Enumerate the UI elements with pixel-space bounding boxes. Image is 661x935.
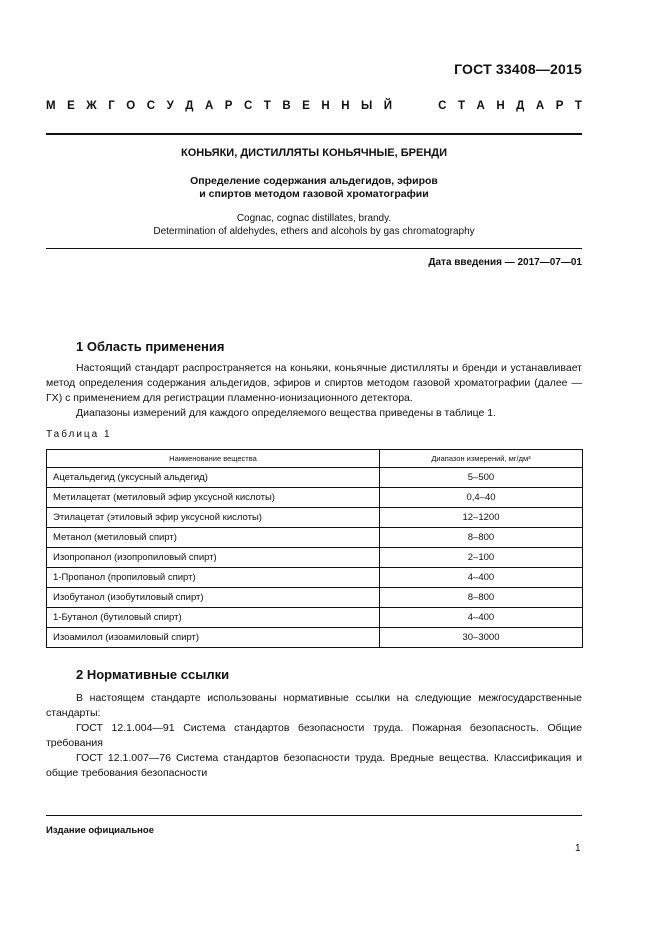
measurement-ranges-table [46, 449, 583, 648]
banner-letter: А [476, 100, 485, 112]
banner-letter: Т [574, 100, 582, 112]
banner-letter: Ж [86, 100, 97, 112]
substance-name-cell: 1-Пропанол (пропиловый спирт) [47, 568, 380, 588]
bottom-rule-divider [46, 815, 582, 816]
document-number: ГОСТ 33408—2015 [454, 61, 582, 77]
measurement-range-cell: 30–3000 [380, 628, 583, 648]
standard-type-banner [46, 100, 582, 112]
section-1-paragraph-1: Настоящий стандарт распространяется на коньяки, коньячные дистилляты и бренди и устанавливает метод определения содержания альдегидов, эфиров и спиртов методом газовой хроматографии (далее — ГХ) с применением для регистрации пламенно-ионизационного детектора. [46, 362, 582, 404]
banner-letter: У [166, 100, 174, 112]
banner-letter: С [146, 100, 156, 112]
banner-letter: М [46, 100, 56, 112]
english-title-line-1: Cognac, cognac distillates, brandy. [236, 213, 392, 224]
section-2-paragraph-2: ГОСТ 12.1.004—91 Система стандартов безопасности труда. Пожарная безопасность. Общие требования [46, 722, 582, 749]
banner-letter: Д [185, 100, 194, 112]
substance-name-cell: 1-Бутанол (бутиловый спирт) [47, 608, 380, 628]
measurement-range-cell: 4–400 [380, 608, 583, 628]
page-number: 1 [575, 843, 581, 854]
subtitle-line-2: и спиртов методом газовой хроматографии [199, 188, 429, 200]
middle-rule-divider [46, 248, 582, 249]
banner-letter: Е [67, 100, 75, 112]
document-subtitle [46, 175, 582, 201]
section-2-body [46, 691, 582, 781]
banner-letter: А [204, 100, 214, 112]
banner-letter: С [438, 100, 447, 112]
banner-letter: Й [383, 100, 393, 112]
banner-letter: Н [496, 100, 505, 112]
substance-name-cell: Изоамилол (изоамиловый спирт) [47, 628, 380, 648]
table-row [47, 588, 583, 608]
substance-name-cell: Метанол (метиловый спирт) [47, 528, 380, 548]
english-title [46, 212, 582, 238]
measurement-range-cell: 8–800 [380, 528, 583, 548]
measurement-range-cell: 12–1200 [380, 508, 583, 528]
banner-letter: Т [263, 100, 271, 112]
banner-letter: В [282, 100, 291, 112]
table-row [47, 488, 583, 508]
table-row [47, 548, 583, 568]
measurement-range-cell: 0,4–40 [380, 488, 583, 508]
section-2-paragraph-1: В настоящем стандарте использованы нормативные ссылки на следующие межгосударственные стандарты: [46, 692, 582, 719]
banner-letter: Р [224, 100, 233, 112]
table-row [47, 508, 583, 528]
table-header-substance: Наименование вещества [47, 450, 380, 468]
table-row [47, 468, 583, 488]
measurement-range-cell: 4–400 [380, 568, 583, 588]
edition-label: Издание официальное [46, 825, 154, 836]
banner-letter: Г [108, 100, 115, 112]
top-rule-divider [46, 133, 582, 135]
substance-name-cell: Метилацетат (метиловый эфир уксусной кислоты) [47, 488, 380, 508]
section-2-heading: 2 Нормативные ссылки [76, 667, 230, 682]
measurement-range-cell: 2–100 [380, 548, 583, 568]
banner-letter: Н [341, 100, 350, 112]
banner-letter: А [535, 100, 545, 112]
banner-letter: Д [516, 100, 525, 112]
banner-letter: О [126, 100, 136, 112]
substance-name-cell: Изобутанол (изобутиловый спирт) [47, 588, 380, 608]
table-row [47, 608, 583, 628]
subtitle-line-1: Определение содержания альдегидов, эфиров [190, 175, 438, 187]
banner-letter: Т [457, 100, 465, 112]
substance-name-cell: Ацетальдегид (уксусный альдегид) [47, 468, 380, 488]
substance-name-cell: Изопропанол (изопропиловый спирт) [47, 548, 380, 568]
table-row [47, 528, 583, 548]
table-caption: Таблица 1 [46, 429, 112, 440]
table-row [47, 628, 583, 648]
banner-letter: Е [302, 100, 310, 112]
table-header-range: Диапазон измерений, мг/дм³ [380, 450, 583, 468]
banner-letter: Ы [361, 100, 373, 112]
document-title: КОНЬЯКИ, ДИСТИЛЛЯТЫ КОНЬЯЧНЫЕ, БРЕНДИ [180, 147, 448, 159]
substance-name-cell: Этилацетат (этиловый эфир уксусной кислоты) [47, 508, 380, 528]
section-1-paragraph-2: Диапазоны измерений для каждого определяемого вещества приведены в таблице 1. [76, 407, 497, 419]
table-header-row [47, 450, 583, 468]
banner-letter: С [243, 100, 253, 112]
table-row [47, 568, 583, 588]
banner-letter: Р [555, 100, 564, 112]
introduction-date: Дата введения — 2017—07—01 [428, 257, 582, 268]
english-title-line-2: Determination of aldehydes, ethers and alcohols by gas chromatography [153, 226, 475, 237]
banner-letter: Н [321, 100, 330, 112]
measurement-range-cell: 8–800 [380, 588, 583, 608]
section-1-heading: 1 Область применения [76, 339, 225, 354]
section-2-paragraph-3: ГОСТ 12.1.007—76 Система стандартов безопасности труда. Вредные вещества. Классификация и общие требования безопасности [46, 752, 582, 779]
measurement-range-cell: 5–500 [380, 468, 583, 488]
section-1-body [46, 361, 582, 421]
